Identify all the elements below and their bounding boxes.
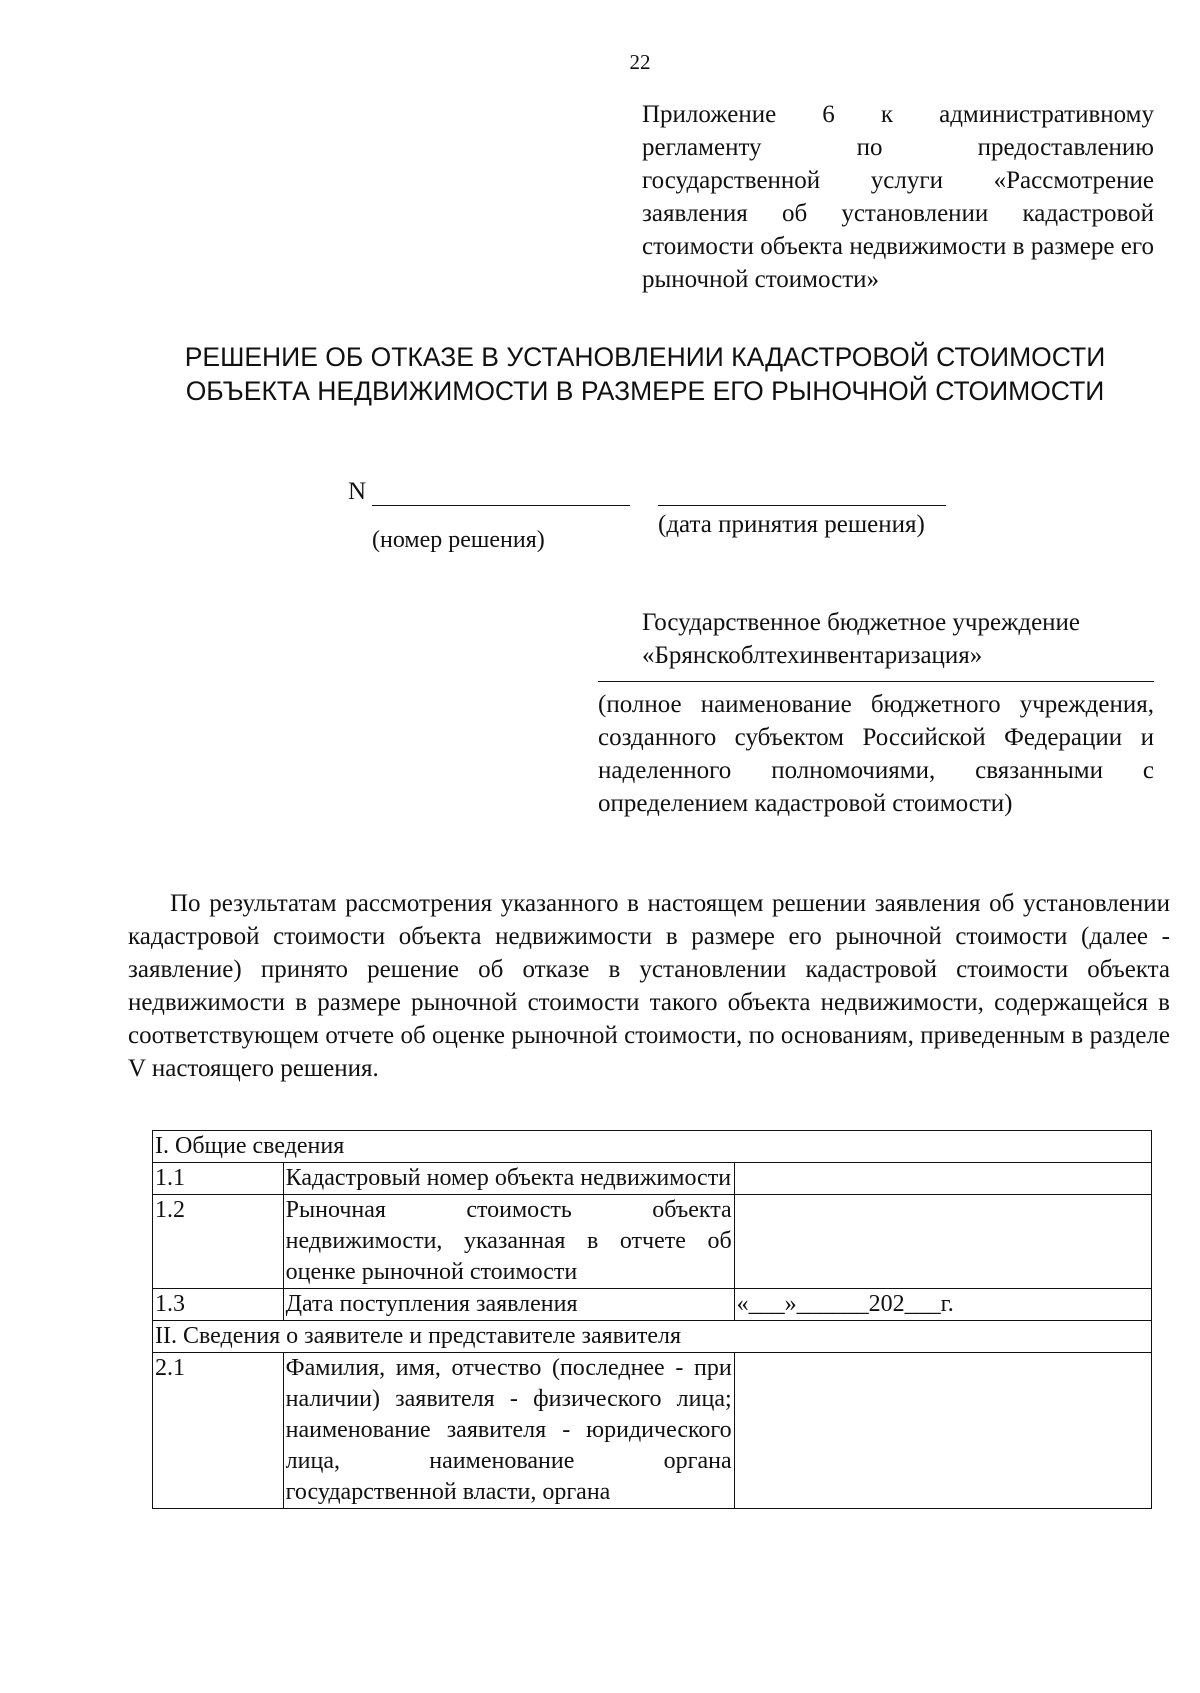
date-blank-line <box>658 505 946 506</box>
institution-name <box>642 606 1080 672</box>
date-received-field[interactable]: «___»______202___г. <box>734 1289 1151 1321</box>
institution-line-1: Государственное бюджетное учреждение <box>642 609 1081 636</box>
row-label: Фамилия, имя, отчество (последнее - при наличии) заявителя - физического лица; наименование заявителя - юридического лица, наименование органа государственной власти, органа <box>283 1353 734 1509</box>
number-caption: (номер решения) <box>372 527 545 553</box>
row-number: 1.3 <box>153 1289 284 1321</box>
table-row <box>153 1163 1152 1195</box>
number-prefix: N <box>348 478 367 505</box>
title-line-1: РЕШЕНИЕ ОБ ОТКАЗЕ В УСТАНОВЛЕНИИ КАДАСТРОВОЙ СТОИМОСТИ <box>184 342 1106 372</box>
section-heading-1: I. Общие сведения <box>153 1131 1152 1163</box>
row-number: 2.1 <box>153 1353 284 1509</box>
table-row <box>153 1195 1152 1289</box>
institution-line-2: «Брянскоблтехинвентаризация» <box>642 642 983 669</box>
date-caption: (дата принятия решения) <box>658 511 925 538</box>
section-heading-2: II. Сведения о заявителе и представителе заявителя <box>153 1321 1152 1353</box>
table-row <box>153 1131 1152 1163</box>
number-blank-line <box>372 505 630 506</box>
table-row <box>153 1353 1152 1509</box>
intro-paragraph <box>128 887 1170 1085</box>
table-row <box>153 1289 1152 1321</box>
institution-blank-line <box>598 681 1154 682</box>
title-line-2: ОБЪЕКТА НЕДВИЖИМОСТИ В РАЗМЕРЕ ЕГО РЫНОЧНОЙ СТОИМОСТИ <box>185 376 1105 406</box>
row-value-field[interactable] <box>734 1353 1151 1509</box>
decision-table <box>152 1130 1152 1509</box>
appendix-note: Приложение 6 к административному регламенту по предоставлению государственной услуги «Рассмотрение заявления об установлении кадастровой стоимости объекта недвижимости в размере его рыночной стоимости» <box>642 101 1154 293</box>
row-number: 1.2 <box>153 1195 284 1289</box>
row-value-field[interactable] <box>734 1195 1151 1289</box>
intro-text: По результатам рассмотрения указанного в настоящем решении заявления об установлении кадастровой стоимости объекта недвижимости в размере его рыночной стоимости (далее - заявление) принято решение об отказе в установлении кадастровой стоимости объекта недвижимости в размере рыночной стоимости такого объекта недвижимости, содержащейся в соответствующем отчете об оценке рыночной стоимости, по основаниям, приведенным в разделе V настоящего решения. <box>128 890 1170 1082</box>
row-label: Рыночная стоимость объекта недвижимости, указанная в отчете об оценке рыночной стоимости <box>283 1195 734 1289</box>
row-label: Кадастровый номер объекта недвижимости <box>283 1163 734 1195</box>
document-title <box>100 340 1190 408</box>
page-number: 22 <box>629 50 651 74</box>
institution-caption: (полное наименование бюджетного учреждения, созданного субъектом Российской Федерации и наделенного полномочиями, связанными с определением кадастровой стоимости) <box>598 691 1154 817</box>
row-number: 1.1 <box>153 1163 284 1195</box>
table-row <box>153 1321 1152 1353</box>
row-value-field[interactable] <box>734 1163 1151 1195</box>
row-label: Дата поступления заявления <box>283 1289 734 1321</box>
